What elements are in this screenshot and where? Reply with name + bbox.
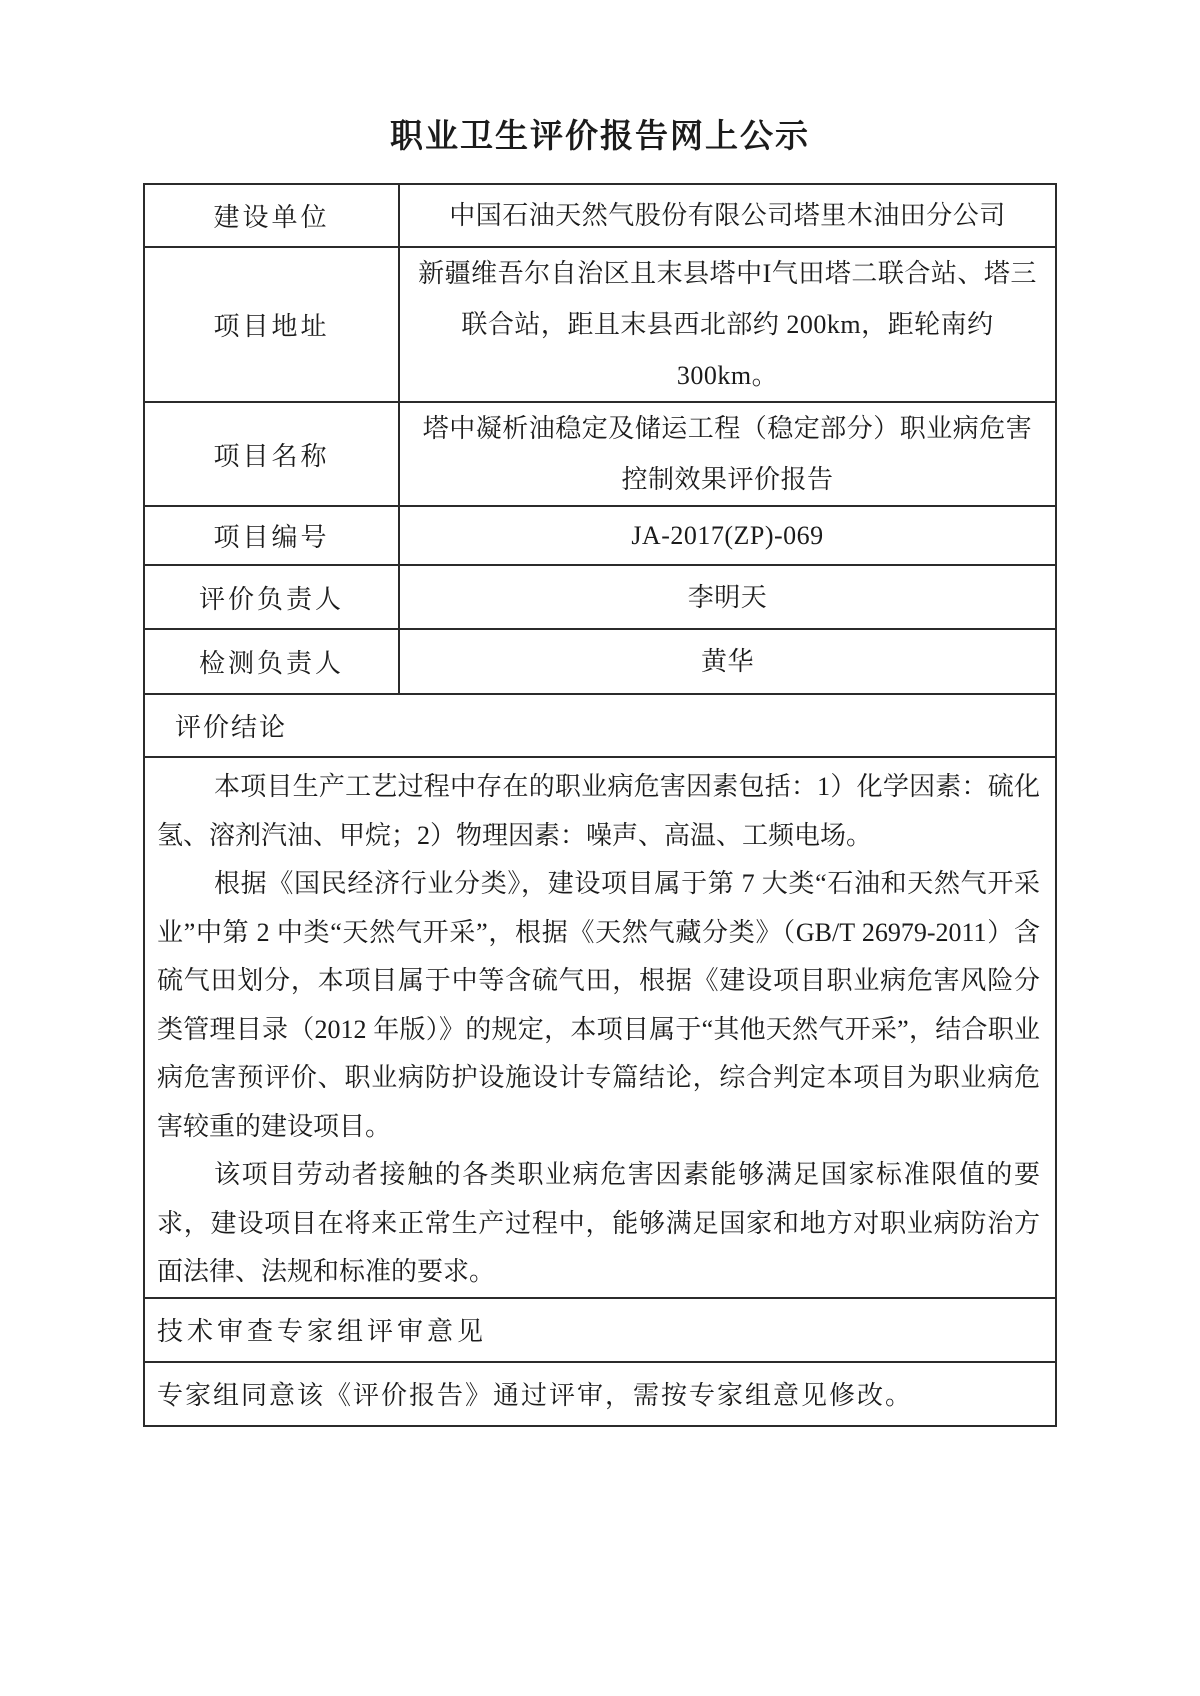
conclusion-paragraph-1: 本项目生产工艺过程中存在的职业病危害因素包括：1）化学因素：硫化氢、溶剂汽油、甲烷；2）物理因素：噪声、高温、工频电场。: [157, 772, 1040, 850]
expert-review-opinion: 专家组同意该《评价报告》通过评审，需按专家组意见修改。: [144, 1362, 1056, 1426]
evaluation-conclusion-text: [144, 757, 1056, 1298]
project-number-label: 项目编号: [144, 506, 399, 565]
conclusion-paragraph-2: 根据《国民经济行业分类》，建设项目属于第 7 大类“石油和天然气开采业”中第 2 中类“天然气开采”，根据《天然气藏分类》（GB/T 26979-2011）含硫气田划分，本项目属于中等含硫气田，根据《建设项目职业病危害风险分类管理目录（2012 年版）》的规定，本项目属于“其他天然气开采”，结合职业病危害预评价、职业病防护设施设计专篇结论，综合判定本项目为职业病危害较重的建设项目。: [157, 869, 1040, 1141]
project-address-label: 项目地址: [144, 247, 399, 402]
construction-unit-label: 建设单位: [144, 184, 399, 247]
project-number-value: JA-2017(ZP)-069: [399, 506, 1056, 565]
project-name-label: 项目名称: [144, 402, 399, 506]
row-evaluation-conclusion-heading: [144, 694, 1056, 757]
row-evaluation-lead: [144, 565, 1056, 629]
row-expert-review-heading: [144, 1298, 1056, 1362]
evaluation-lead-value: 李明天: [399, 565, 1056, 629]
row-project-address: [144, 247, 1056, 402]
expert-review-heading: 技术审查专家组评审意见: [144, 1298, 1056, 1362]
row-expert-review-opinion: [144, 1362, 1056, 1426]
page-title: 职业卫生评价报告网上公示: [390, 119, 810, 155]
construction-unit-value: 中国石油天然气股份有限公司塔里木油田分公司: [399, 184, 1056, 247]
testing-lead-label: 检测负责人: [144, 629, 399, 694]
project-name-value: 塔中凝析油稳定及储运工程（稳定部分）职业病危害控制效果评价报告: [399, 402, 1056, 506]
evaluation-lead-label: 评价负责人: [144, 565, 399, 629]
row-project-name: [144, 402, 1056, 506]
conclusion-paragraph-3: 该项目劳动者接触的各类职业病危害因素能够满足国家标准限值的要求，建设项目在将来正常生产过程中，能够满足国家和地方对职业病防治方面法律、法规和标准的要求。: [157, 1160, 1040, 1286]
row-construction-unit: [144, 184, 1056, 247]
report-table: [143, 183, 1057, 1427]
testing-lead-value: 黄华: [399, 629, 1056, 694]
evaluation-conclusion-label: 评价结论: [144, 694, 1056, 757]
project-address-value: 新疆维吾尔自治区且末县塔中I气田塔二联合站、塔三联合站，距且末县西北部约 200km，距轮南约 300km。: [399, 247, 1056, 402]
row-testing-lead: [144, 629, 1056, 694]
row-project-number: [144, 506, 1056, 565]
row-evaluation-conclusion-body: [144, 757, 1056, 1298]
